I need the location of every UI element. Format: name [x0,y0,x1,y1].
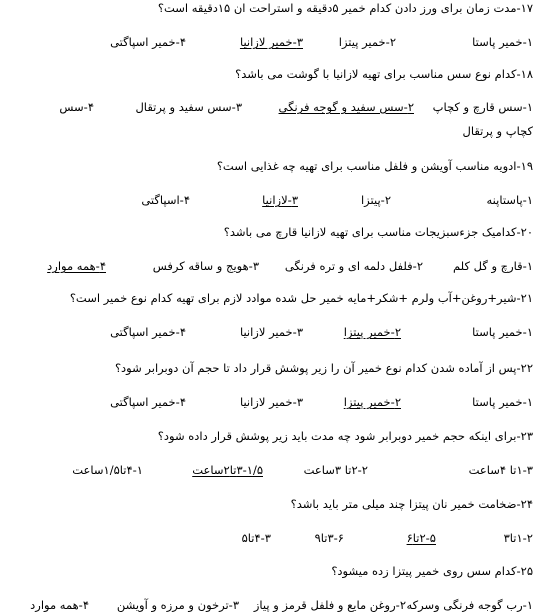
q19-option-2[interactable]: ۲-پیتزا [360,193,391,207]
q20-option-3[interactable]: ۳-هویج و ساقه کرفس [152,259,259,273]
q25-option-1[interactable]: ۱-رب گوجه فرنگی وسرکه [406,598,533,612]
question-25: ۲۵-کدام سس روی خمیر پیتزا زده میشود؟ [331,564,533,578]
q22-option-4[interactable]: ۴-خمیر اسپاگتی [110,395,186,409]
q23-option-2[interactable]: ۲-۲تا ۳ساعت [303,463,368,477]
q21-option-1[interactable]: ۱-خمیر پاستا [472,325,533,339]
question-22: ۲۲-پس از آماده شدن کدام نوع خمیر آن را زیر پوشش قرار داد تا حجم آن دوبرابر شود؟ [114,361,533,375]
q20-option-2[interactable]: ۲-فلفل دلمه ای و تره فرنگی [284,259,423,273]
q19-option-3[interactable]: ۳-لازانیا [262,193,298,207]
q24-option-4[interactable]: ۴-۳تا۵ [241,531,271,545]
question-19: ۱۹-ادویه مناسب آویشن و فلفل مناسب برای تهیه چه غذایی است؟ [216,159,533,173]
q25-option-4[interactable]: ۴-همه موارد [30,598,89,612]
q24-option-2[interactable]: ۲-۵تا۶ [406,531,436,545]
q24-option-1[interactable]: ۱-۲تا۳ [503,531,533,545]
question-21: ۲۱-شیر+روغن+آب ولرم +شکر+مایه خمیر حل شده موادد لازم برای تهیه کدام نوع خمیر است؟ [69,291,533,305]
q19-option-4[interactable]: ۴-اسپاگتی [141,193,190,207]
question-24: ۲۴-ضخامت خمیر نان پیتزا چند میلی متر باید باشد؟ [290,497,533,511]
q17-option-2[interactable]: ۲-خمیر پیتزا [338,35,396,49]
q18-option-4[interactable]: ۴-سس [59,100,94,114]
q18-option-1[interactable]: ۱-سس قارچ و کچاپ [432,100,533,114]
q21-option-4[interactable]: ۴-خمیر اسپاگتی [110,325,186,339]
q24-option-3[interactable]: ۳-۶تا۹ [314,531,344,545]
q22-option-1[interactable]: ۱-خمیر پاستا [472,395,533,409]
q17-option-1[interactable]: ۱-خمیر پاستا [472,35,533,49]
q22-option-3[interactable]: ۳-خمیر لازانیا [239,395,303,409]
q23-option-1[interactable]: ۱-۳تا ۴ساعت [468,463,533,477]
q22-option-2[interactable]: ۲-خمیر پیتزا [343,395,401,409]
question-18-continuation: کچاپ و پرتقال [462,124,533,138]
q20-option-4[interactable]: ۴-همه موارد [47,259,106,273]
q21-option-2[interactable]: ۲-خمیر پیتزا [343,325,401,339]
q17-option-4[interactable]: ۴-خمیر اسپاگتی [110,35,186,49]
q18-option-3[interactable]: ۳-سس سفید و پرتقال [135,100,242,114]
q23-option-3[interactable]: ۳-۱/۵تا۲ساعت [192,463,263,477]
q23-option-4[interactable]: ۴-۱تا۱/۵ساعت [72,463,143,477]
q25-option-2[interactable]: ۲-روغن مایع و فلفل قرمز و پیاز [253,598,406,612]
question-17: ۱۷-مدت زمان برای ورز دادن کدام خمیر ۵دقیقه و استراحت ان ۱۵دقیقه است؟ [157,1,533,15]
question-18: ۱۸-کدام نوع سس مناسب برای تهیه لازانیا با گوشت می باشد؟ [235,67,533,81]
q21-option-3[interactable]: ۳-خمیر لازانیا [239,325,303,339]
q17-option-3[interactable]: ۳-خمیر لازانیا [239,35,303,49]
question-23: ۲۳-برای اینکه حجم خمیر دوبرابر شود چه مدت باید زیر پوشش قرار داده شود؟ [157,429,533,443]
question-20: ۲۰-کدامیک جزءسبزیجات مناسب برای تهیه لازانیا قارچ می باشد؟ [223,225,533,239]
q20-option-1[interactable]: ۱-قارچ و گل کلم [453,259,533,273]
q25-option-3[interactable]: ۳-ترخون و مرزه و آویشن [116,598,239,612]
q18-option-2[interactable]: ۲-سس سفید و گوجه فرنگی [278,100,414,114]
q19-option-1[interactable]: ۱-پاستاپنه [486,193,533,207]
